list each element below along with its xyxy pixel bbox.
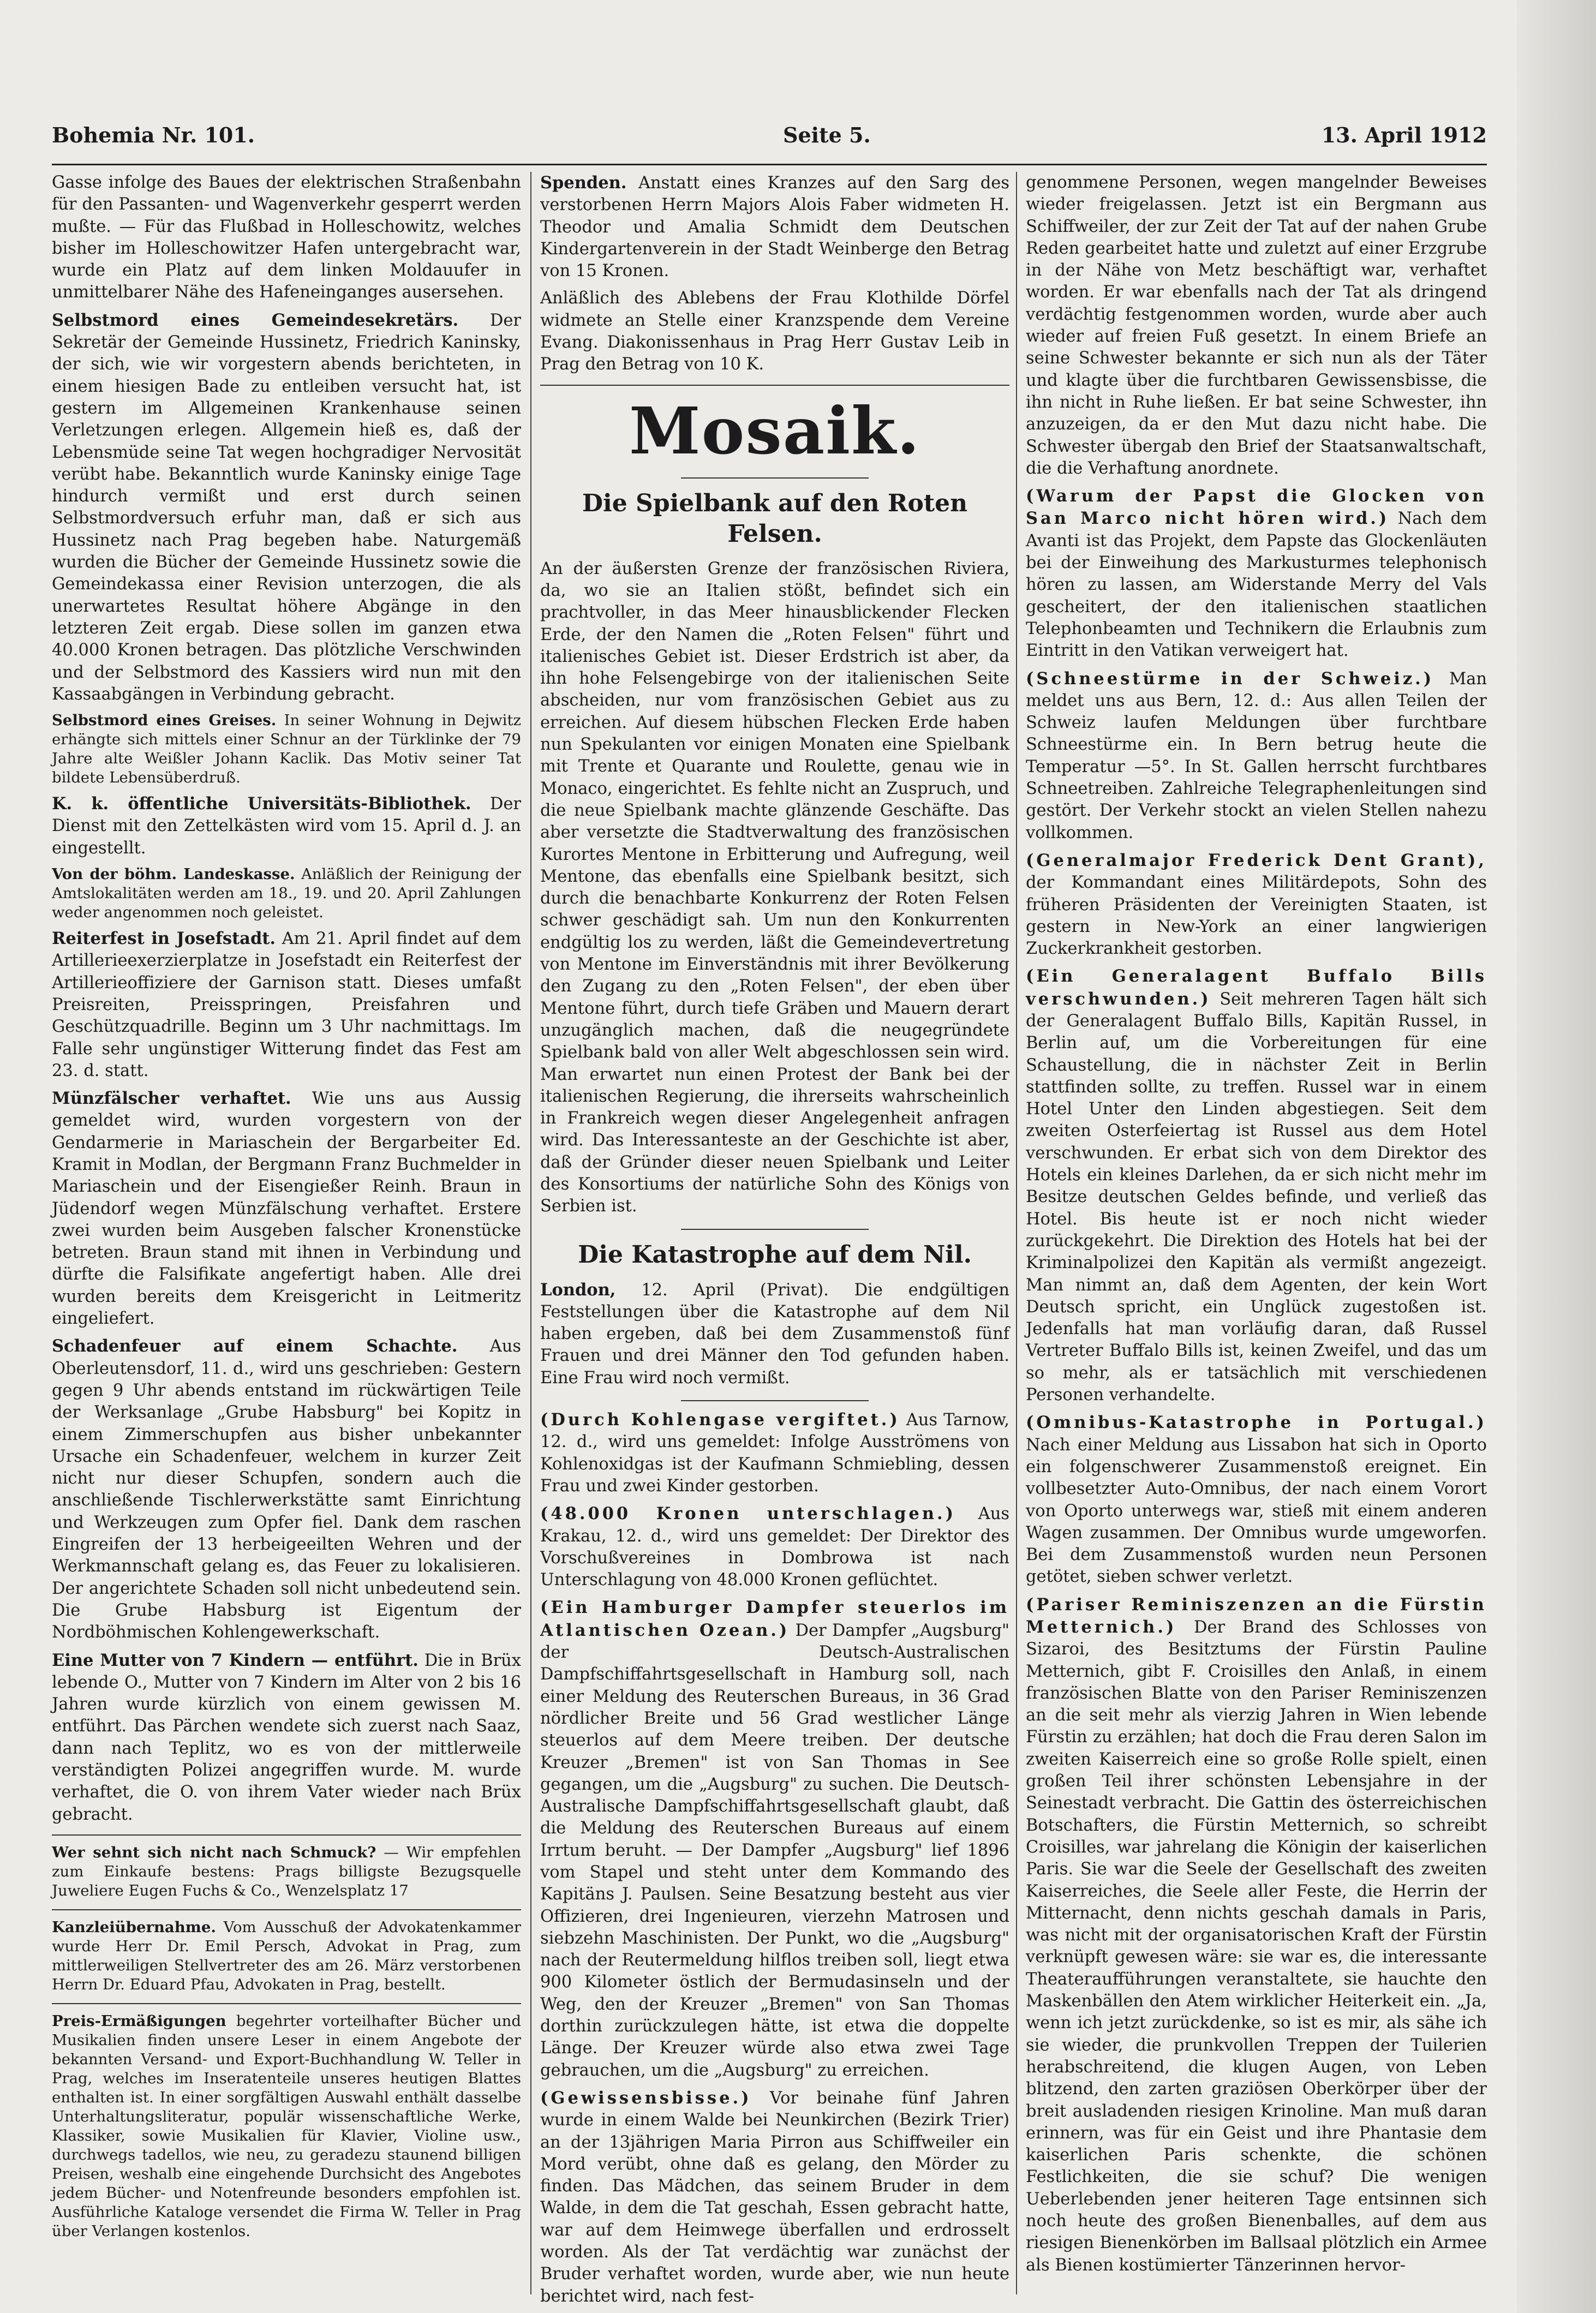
header-issue: Bohemia Nr. 101. xyxy=(52,123,255,147)
news-item-headline: (Pariser Reminiszenzen an die Fürstin Metternich.) xyxy=(1026,1594,1487,1637)
news-item xyxy=(1026,668,1487,844)
article-body xyxy=(540,1279,1009,1389)
news-item-text: In seiner Wohnung in Dejwitz erhängte sich mittels einer Schnur an der Türklinke der 79 Jahre alte Weißler Johann Kaclik. Das Motiv seiner Tat bildete Lebensüberdruß. xyxy=(52,712,521,787)
item-rule xyxy=(52,1909,521,1910)
section-title-mosaik: Mosaik. xyxy=(629,392,920,469)
news-item xyxy=(1026,1412,1487,1588)
news-item-headline: (48.000 Kronen unterschlagen.) xyxy=(540,1504,957,1524)
news-item-text: Anstatt eines Kranzes auf den Sarg des verstorbenen Herrn Majors Alois Faber widmeten H. Theodor und Amalia Schmidt dem Deutschen Kindergartenverein in der Stadt Weinberge den Betrag von 15 Kronen. xyxy=(540,174,1009,281)
news-item-text: 12. April (Privat). Die endgültigen Feststellungen über die Katastrophe auf dem Nil haben ergeben, daß bei dem Zusammenstoß fünf Frauen und drei Männer den Tod gefunden haben. Eine Frau wird noch vermißt. xyxy=(540,1280,1009,1388)
news-item-headline: (Durch Kohlengase vergiftet.) xyxy=(540,1410,900,1430)
news-item-text: genommene Personen, wegen mangelnder Beweises wieder freigelassen. Jetzt ist ein Bergmann aus Schiffweiler, der zur Zeit der Tat auf der nahen Grube Reden gearbeitet hatte und zuletzt auf einer Erzgrube in der Nähe von Metz beschäftigt war, verhaftet worden. Er war ebenfalls nach der Tat als dringend verdächtig festgenommen worden, wurde aber auch wieder auf freien Fuß gesetzt. In einem Briefe an seine Schwester bekannte er sich nun als der Täter und klagte über die furchtbaren Gewissensbisse, die ihn nicht in Ruhe ließen. Er bat seine Schwester, ihn anzuzeigen, da er den Mut dazu nicht habe. Die Schwester übergab den Brief der Staatsanwaltschaft, die die Verhaftung anordnete. xyxy=(1026,173,1487,478)
news-item xyxy=(52,1649,521,1826)
news-item-headline: Reiterfest in Josefstadt. xyxy=(52,929,276,949)
news-item-text: Nach dem Avanti ist das Projekt, dem Papste das Glockenläuten bei der Einweihung des Markusturmes telephonisch hören zu lassen, am Widerstande Merry del Vals gescheitert, der den italienischen staatlichen Telephonbeamten und Technikern die Erlaubnis zum Eintritt in den Vatikan verweigert hat. xyxy=(1026,509,1487,661)
news-item xyxy=(52,1087,521,1330)
news-item-text: Der Sekretär der Gemeinde Hussinetz, Friedrich Kaninsky, der sich, wie wir vorgestern abends berichteten, in einem hiesigen Bade zu entleiben versucht hat, ist gestern im Allgemeinen Krankenhause seinen Verletzungen erlegen. Allgemein hieß es, daß der Lebensmüde seine Tat wegen hochgradiger Nervosität verübt habe. Bekanntlich wurde Kaninsky einige Tage hindurch vermißt und erst durch seinen Selbstmordversuch erfuhr man, daß er sich aus Hussinetz nach Prag begeben habe. Naturgemäß wurden die Bücher der Gemeinde Hussinetz sowie die Gemeindekassa einer Revision unterzogen, die als unerwartetes Resultat höhere Abgänge in den letzteren Zeit ergab. Diese sollen im ganzen etwa 40.000 Kronen betragen. Das plötzliche Verschwinden und der Selbstmord des Kassiers wird nun mit den Kassaabgängen in Verbindung gebracht. xyxy=(52,310,521,704)
column-left xyxy=(52,172,521,2294)
column-divider xyxy=(1016,172,1017,2294)
column-middle xyxy=(540,172,1009,2306)
news-item xyxy=(540,2087,1009,2308)
news-item-headline: (Generalmajor Frederick Dent Grant), xyxy=(1026,850,1487,870)
news-item-text: Anläßlich der Reinigung der Amtslokalitäten werden am 18., 19. und 20. April Zahlungen weder angenommen noch geleistet. xyxy=(52,865,521,922)
news-item xyxy=(1026,1594,1487,2276)
news-item xyxy=(52,928,521,1082)
news-item-text: Der Brand des Schlosses von Sizaroi, des Besitztums der Fürstin Pauline Metternich, gibt F. Croisilles den Anlaß, in einem französischen Blatte von den Pariser Reminiszenzen an die seit mehr als vierzig Jahren in Wien lebende Fürstin zu erzählen; hat doch die Frau deren Salon im zweiten Kaiserreich eine so große Rolle spielt, einen großen Teil ihrer schönsten Lebensjahre in der Seinestadt verbracht. Die Gattin des österreichischen Botschafters, die Fürstin Metternich, so schreibt Croisilles, war jahrelang die Königin der kaiserlichen Paris. Sie war die Seele der Gesellschaft des zweiten Kaiserreiches, die Seele aller Feste, die Herrin der Mitternacht, denn nichts geschah damals in Paris, was nicht mit der organisatorischen Kraft der Fürstin verknüpft gewesen wäre: sie war es, die interessante Theateraufführungen veranstaltete, sie hauchte den Maskenbällen den Atem wirklicher Heiterkeit ein. „Ja, wenn ich jetzt zurückdenke, so ist es mir, als sähe ich sie wieder, die prunkvollen Treppen der Tuilerien herabschreitend, die klugen Augen, von Leben blitzend, den zarten graziösen Oberkörper über der breit ausladenden riesigen Krinoline. Man muß daran erinnern, was für ein Geist und ihre Phantasie dem kaiserlichen Paris schenkte, die schönen Festlichkeiten, die sie schuf? Die wenigen Ueberlebenden jener heiteren Tage entsinnen sich noch heute des großen Bienenballes, auf dem aus riesigen Bienenkörben im Ballsaal plötzlich ein Armee als Bienen kostümierter Tänzerinnen hervor- xyxy=(1026,1618,1487,2275)
header-rule xyxy=(52,164,1487,165)
news-item-headline: Selbstmord eines Greises. xyxy=(52,712,277,730)
news-item xyxy=(540,1597,1009,2082)
news-item-headline: Schadenfeuer auf einem Schachte. xyxy=(52,1336,458,1356)
news-item xyxy=(52,865,521,922)
news-item-text: Nach einer Meldung aus Lissabon hat sich in Oporto ein folgenschwerer Zusammenstoß ereignet. Ein vollbesetzter Auto-Omnibus, der nach einem Vorort von Oporto unterwegs war, stieß mit einem anderen Wagen zusammen. Der Omnibus wurde umgeworfen. Bei dem Zusammenstoß wurden neun Personen getötet, sieben schwer verletzt. xyxy=(1026,1435,1487,1587)
news-item-text: Vom Ausschuß der Advokatenkammer wurde Herr Dr. Emil Persch, Advokat in Prag, zum mittlerweiligen Stellvertreter des am 26. März verstorbenen Herrn Dr. Eduard Pfau, Advokaten in Prag, bestellt. xyxy=(52,1918,521,1993)
news-item xyxy=(540,1279,1009,1389)
news-item-headline: Wer sehnt sich nicht nach Schmuck? xyxy=(52,1843,376,1861)
news-item-headline: (Warum der Papst die Glocken von San Marco nicht hören wird.) xyxy=(1026,486,1487,529)
article-title: Die Katastrophe auf dem Nil. xyxy=(578,1240,972,1269)
news-item xyxy=(540,1409,1009,1497)
page-header xyxy=(52,117,1487,156)
news-item-text: Der Dienst mit den Zettelkästen wird vom 15. April d. J. an eingestellt. xyxy=(52,794,521,858)
news-item xyxy=(52,711,521,787)
news-item-text: — Wir empfehlen zum Einkaufe bestens: Prags billigste Bezugsquelle Juweliere Eugen Fuchs & Co., Wenzelsplatz 17 xyxy=(52,1843,521,1899)
news-item-text: Aus Tarnow, 12. d., wird uns gemeldet: Infolge Ausströmens von Kohlenoxidgas ist der Kaufmann Schmiebling, dessen Frau und zwei Kinder gestorben. xyxy=(540,1410,1009,1496)
news-item xyxy=(52,172,521,304)
news-item-text: Die in Brüx lebende O., Mutter von 7 Kindern im Alter von 2 bis 16 Jahren wurde kürzlich von einem gewissen M. entführt. Das Pärchen wendete sich zuerst nach Saaz, dann nach Teplitz, wo es von der mittlerweile verständigten Polizei angegriffen wurde. M. wurde verhaftet, die O. von ihrem Vater wieder nach Brüx gebracht. xyxy=(52,1651,521,1824)
header-date: 13. April 1912 xyxy=(1321,123,1487,147)
news-item xyxy=(1026,485,1487,662)
article-rule xyxy=(681,1229,869,1230)
news-item-text: Wie uns aus Aussig gemeldet wird, wurden vorgestern von der Gendarmerie in Mariaschein der Bergarbeiter Ed. Kramit in Modlan, der Bergmann Franz Buchmelder in Mariaschein und der Eisengießer Reinh. Braun in Jüdendorf wegen Münzfälschung verhaftet. Erstere zwei wurden beim Ausgeben falscher Kronenstücke betreten. Braun stand mit ihnen in Verbindung und dürfte die Falsifikate angefertigt haben. Alle drei wurden bereits dem Kreisgericht in Leitmeritz eingeliefert. xyxy=(52,1089,522,1329)
column-right xyxy=(1026,172,1487,2294)
news-item-headline: (Ein Generalagent Buffalo Bills verschwunden.) xyxy=(1026,966,1487,1009)
news-item xyxy=(1026,850,1487,960)
news-item xyxy=(52,2012,521,2241)
scan-edge-shadow xyxy=(1517,0,1596,2313)
section-rule xyxy=(540,385,1009,386)
article-body xyxy=(540,558,1009,1218)
news-item-text: Aus Oberleutensdorf, 11. d., wird uns geschrieben: Gestern gegen 9 Uhr abends entstand im rückwärtigen Teile der Werksanlage „Grube Habsburg" bei Kopitz in einem Zimmerschupfen aus bisher unbekannter Ursache ein Schadenfeuer, welchem in kurzer Zeit nicht nur dieser Schupfen, sondern auch die anschließende Tischlerwerkstätte samt Einrichtung und Werkzeugen zum Opfer fiel. Dank dem raschen Eingreifen der 13 herbeigeeilten Wehren und der Werkmannschaft gelang es, das Feuer zu lokalisieren. Der angerichtete Schaden soll nicht unbedeutend sein. Die Grube Habsburg ist Eigentum der Nordböhmischen Kohlengewerkschaft. xyxy=(52,1337,521,1642)
news-item xyxy=(540,172,1009,282)
article-paragraph: An der äußersten Grenze der französischen Riviera, da, wo sie an Italien stößt, befindet sich ein prachtvoller, in das Meer hinausblickender Flecken Erde, der den Namen die „Roten Felsen" führt und italienisches Gebiet ist. Dieser Erdstrich ist aber, da ihn hohe Felsengebirge von der italienischen Seite abscheiden, nur vom französischen Gebiet aus zu erreichen. Auf diesem hübschen Flecken Erde haben nun Spekulanten vor einigen Monaten eine Spielbank mit Trente et Quarante und Roulette, genau wie in Monaco, eingerichtet. Es fehlte nicht an Zuspruch, und die neue Spielbank machte glänzende Geschäfte. Das aber versetzte die Stadtverwaltung des französischen Kurortes Mentone in Erbitterung und Aufregung, weil Mentone, das ebenfalls eine Spielbank besitzt, sich durch die benachbarte Konkurrenz der Roten Felsen schwer geschädigt sah. Um nun den Konkurrenten endgültig los zu werden, läßt die Gemeindevertretung von Mentone im Einverständnis mit ihrer Bevölkerung den Zugang zu den „Roten Felsen", der eben über Mentone führt, durch tiefe Gräben und Mauern derart unzugänglich machen, daß die neugegründete Spielbank bald von aller Welt abgeschlossen sein wird. Man erwartet nun einen Protest der Bank bei der italienischen Regierung, die ihrerseits wahrscheinlich in Frankreich wegen dieser Angelegenheit anfragen wird. Das Interessanteste an der Geschichte ist aber, daß der Gründer dieser neuen Spielbank und Leiter des Konsortiums der natürliche Sohn des Königs von Serbien ist. xyxy=(540,559,1009,1216)
news-item-text: Man meldet uns aus Bern, 12. d.: Aus allen Teilen der Schweiz laufen Meldungen über furchtbare Schneestürme ein. In Bern betrug heute die Temperatur —5°. In St. Gallen herrscht furchtbares Schneetreiben. Zahlreiche Telegraphenleitungen sind gestört. Der Verkehr stockt an vielen Stellen nahezu vollkommen. xyxy=(1026,669,1487,842)
news-item-text: Vor beinahe fünf Jahren wurde in einem Walde bei Neunkirchen (Bezirk Trier) an der 13jährigen Maria Pirron aus Schiffweiler ein Mord verübt, ohne daß es gelang, den Mörder zu finden. Das Mädchen, das seinem Bruder in dem Walde, in dem die Tat geschah, Essen gebracht hatte, war auf dem Heimwege überfallen und erdrosselt worden. Als der Tat verdächtig war zunächst der Bruder verhaftet worden, wurde aber, wie nun heute berichtet wird, nach fest- xyxy=(540,2088,1009,2306)
news-item-headline: Selbstmord eines Gemeindesekretärs. xyxy=(52,310,459,330)
section-rule xyxy=(681,477,869,479)
news-item-text: Aus Krakau, 12. d., wird uns gemeldet: Der Direktor des Vorschußvereines in Dombrowa ist nach Unterschlagung von 48.000 Kronen geflüchtet. xyxy=(540,1504,1009,1590)
news-item-text: Der Dampfer „Augsburg" der Deutsch-Australischen Dampfschiffahrtsgesellschaft in Hamburg soll, nach einer Meldung des Reuterschen Bureaus, in 36 Grad nördlicher Breite und 56 Grad westlicher Länge steuerlos auf dem Meere treiben. Der deutsche Kreuzer „Bremen" ist von San Thomas in See gegangen, um die „Augsburg" zu suchen. Die Deutsch-Australische Dampfschiffahrtsgesellschaft glaubt, daß die Meldung des Reuterschen Bureaus auf einem Irrtum beruht. — Der Dampfer „Augsburg" lief 1896 vom Stapel und steht unter dem Kommando des Kapitäns J. Paulsen. Seine Besatzung besteht aus vier Offizieren, drei Ingenieuren, vierzehn Matrosen und siebzehn Maschinisten. Der Punkt, wo die „Augsburg" nach der Reutermeldung hilflos treiben soll, liegt etwa 900 Kilometer östlich der Bermudasinseln und der Weg, den der Kreuzer „Bremen" von San Thomas dorthin zurückzulegen hätte, ist etwa die doppelte Länge. Der Kreuzer würde also etwa zwei Tage gebrauchen, um die „Augsburg" zu erreichen. xyxy=(540,1621,1009,2080)
news-item-text: Am 21. April findet auf dem Artillerieexerzierplatze in Josefstadt ein Reiterfest der Artillerieoffiziere der Garnison statt. Dieses umfaßt Preisreiten, Preisspringen, Preisfahren und Geschützquadrille. Beginn um 3 Uhr nachmittags. Im Falle sehr ungünstiger Witterung findet das Fest am 23. d. statt. xyxy=(52,929,521,1080)
news-item-headline: Münzfälscher verhaftet. xyxy=(52,1089,291,1109)
news-item-headline: Preis-Ermäßigungen xyxy=(52,2012,226,2030)
news-item xyxy=(1026,172,1487,480)
news-item xyxy=(52,793,521,859)
news-item-headline: London, xyxy=(540,1280,616,1300)
header-page-number: Seite 5. xyxy=(783,123,871,147)
news-item-text: begehrter vorteilhafter Bücher und Musikalien finden unsere Leser in einem Angebote der bekannten Versand- und Export-Buchhandlung W. Teller in Prag, welches im Inseratenteile unseres heutigen Blattes enthalten ist. In einer sorgfältigen Auswahl enthält dasselbe Unterhaltungsliteratur, populär wissenschaftliche Werke, Klassiker, sowie Musikalien für Klavier, Violine usw., durchwegs tadellos, wie neu, zu geradezu staunend billigen Preisen, weshalb eine eingehende Durchsicht des Angebotes jedem Bücher- und Notenfreunde besonders empfohlen ist. Ausführliche Kataloge versendet die Firma W. Teller in Prag über Verlangen kostenlos. xyxy=(52,2012,521,2240)
news-item-text: Anläßlich des Ablebens der Frau Klothilde Dörfel widmete an Stelle einer Kranzspende dem Vereine Evang. Diakonissenhaus in Prag Herr Gustav Leib in Prag den Betrag von 10 K. xyxy=(540,289,1009,374)
news-item xyxy=(52,309,521,706)
news-item xyxy=(1026,965,1487,1406)
news-item-headline: Kanzleiübernahme. xyxy=(52,1918,216,1936)
column-divider xyxy=(530,172,531,2294)
news-item-text: Seit mehreren Tagen hält sich der Generalagent Buffalo Bills, Kapitän Russel, in Berlin auf, um die Vorbereitungen für eine Schaustellung, die in nächster Zeit in Berlin stattfinden sollte, zu treffen. Russel war in einem Hotel Unter den Linden abgestiegen. Seit dem zweiten Osterfeiertag ist Russel aus dem Hotel verschwunden. Er erbat sich von dem Direktor des Hotels ein kleines Darlehen, da er sich nicht mehr im Besitze deutschen Geldes befinde, und verließ das Hotel. Bis heute ist er noch nicht wieder zurückgekehrt. Die Direktion des Hotels hat bei der Kriminalpolizei den Kapitän als vermißt angezeigt. Man nimmt an, daß dem Agenten, der kein Wort Deutsch spricht, ein Unglück zugestoßen ist. Jedenfalls hat man vorläufig daran, daß Russel Vertreter Buffalo Bills ist, keinen Zweifel, und das um so mehr, als er tatsächlich mit verschiedenen Personen verhandelte. xyxy=(1026,989,1487,1405)
news-item xyxy=(52,1843,521,1900)
news-item-text: Gasse infolge des Baues der elektrischen Straßenbahn für den Passanten- und Wagenverkehr gesperrt werden mußte. — Für das Flußbad in Holleschowitz, welches bisher im Holleschowitzer Hafen untergebracht war, wurde ein Platz auf dem linken Moldauufer in unmittelbarer Nähe des Hafeneinganges ausersehen. xyxy=(52,173,521,302)
item-rule xyxy=(52,1834,521,1836)
news-item xyxy=(540,1503,1009,1591)
news-items xyxy=(540,1409,1009,2308)
news-item-headline: (Ein Hamburger Dampfer steuerlos im Atlantischen Ozean.) xyxy=(540,1598,1009,1640)
item-rule xyxy=(52,2003,521,2004)
news-item xyxy=(540,288,1009,375)
news-item xyxy=(52,1918,521,1994)
news-item xyxy=(52,1335,521,1643)
news-item-headline: Eine Mutter von 7 Kindern — entführt. xyxy=(52,1650,419,1670)
news-item-text: der Kommandant eines Militärdepots, Sohn des früheren Präsidenten der Vereinigten Staaten, ist gestern in New-York an einer langwierigen Zuckerkrankheit gestorben. xyxy=(1026,873,1487,959)
news-item-headline: K. k. öffentliche Universitäts-Bibliothek. xyxy=(52,794,471,814)
news-item-headline: Von der böhm. Landeskasse. xyxy=(52,865,295,883)
news-item-headline: Spenden. xyxy=(540,173,627,193)
article-rule xyxy=(681,1400,869,1401)
news-item-headline: (Schneestürme in der Schweiz.) xyxy=(1026,668,1434,689)
donations-block xyxy=(540,172,1009,376)
news-item-headline: (Gewissensbisse.) xyxy=(540,2088,752,2108)
article-title: Die Spielbank auf den Roten Felsen. xyxy=(582,489,968,548)
news-item-headline: (Omnibus-Katastrophe in Portugal.) xyxy=(1026,1413,1487,1433)
